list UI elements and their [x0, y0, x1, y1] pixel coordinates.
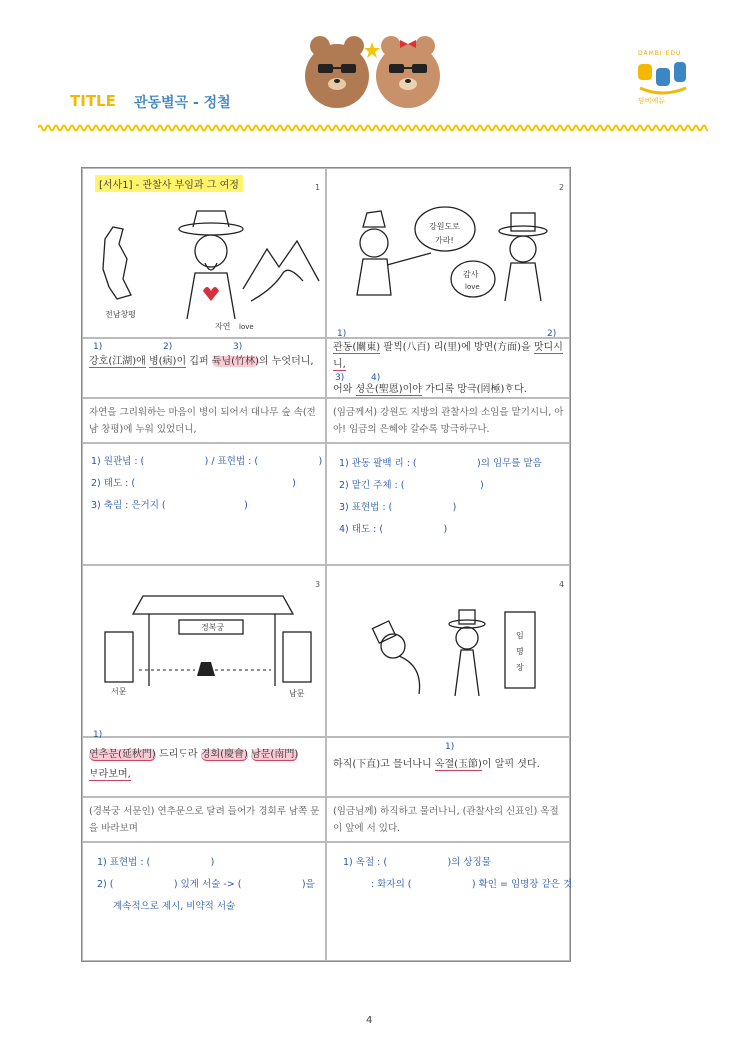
text-segment: 경회(慶會)	[200, 749, 248, 760]
text-segment: 셩은(聖恩)이야	[355, 384, 422, 395]
panel3-image-cell	[82, 565, 326, 737]
title-label: TITLE	[70, 92, 116, 110]
panel4-answer-cell	[326, 842, 573, 961]
dambi-edu-logo: DAMBI EDU 담비에듀	[632, 48, 690, 110]
bubble-text-1: 강원도로	[429, 222, 460, 231]
text-segment: 깁퍼	[186, 356, 212, 367]
panel1-translation: 자연을 그리워하는 마음이 병이 되어서 대나무 숲 속(전남 창평)에 누워 있었더니,	[89, 407, 316, 435]
panel4-answer-1[interactable]: 1) 옥절 : ( )의 상징물	[343, 857, 491, 868]
panel2-answer-2[interactable]: 2) 맡긴 주체 : ( )	[339, 480, 484, 491]
panel2-answer-1[interactable]: 1) 관동 팔백 리 : ( )의 임무를 맡음	[339, 458, 542, 469]
label-west-gate: 서문	[111, 687, 127, 696]
text-segment: 맛디시니,	[333, 342, 563, 370]
panel3-translation: (경복궁 서문인) 연추문으로 달려 들어가 경회루 남쪽 문을 바라보며	[89, 806, 320, 834]
text-segment: 옥졀(玉節)	[434, 759, 482, 770]
panel2-answer-cell	[326, 443, 570, 565]
logo-mark-icon	[634, 58, 692, 98]
panel2-answer-4[interactable]: 4) 태도 : ( )	[339, 524, 448, 535]
panel2-translation-cell	[326, 398, 570, 443]
text-segment: 가디록 망극(罔極)ᄒᆞ다.	[421, 384, 527, 395]
panel2-original-line1	[333, 339, 569, 373]
panel3-answer-2[interactable]: 2) ( ) 있게 서술 -> ( )을	[97, 879, 315, 890]
panel3-translation-cell	[82, 797, 326, 842]
panel1-original-text	[89, 353, 321, 370]
panel1-answer-cell	[82, 443, 326, 565]
text-segment: 팔ᄇᆡᆨ(八百) 리(里)에 방면(方面)을	[380, 342, 534, 353]
text-segment: 연추문(延秋門)	[89, 749, 156, 760]
wavy-divider	[38, 122, 708, 134]
text-segment: 드리ᄃᆞ라	[155, 749, 201, 760]
gyeongbokgung-gate-drawing	[83, 566, 327, 738]
bubble-text-3: 감사	[463, 270, 479, 279]
panel4-original-line1	[333, 756, 569, 773]
text-segment: 하직(下直)고 믈너나니	[333, 759, 435, 770]
panel1-answer-3[interactable]: 3) 축림 : 은거지 ( )	[91, 500, 248, 511]
text-segment: ᄇᆞ라보며,	[89, 769, 131, 780]
panel3-original-line2	[89, 766, 325, 783]
page-title: 관동별곡 - 정철	[134, 95, 231, 111]
bubble-text-4: love	[465, 283, 480, 291]
panel4-number: 4	[559, 580, 565, 589]
panel3-text-cell: 1) 연추문(延秋門) 드리ᄃᆞ라 경회(慶會) 남문(南門) ᄇᆞ라보며,	[82, 737, 326, 797]
page-header	[0, 0, 743, 140]
panel1-caption: [서사1] - 관찰사 부임과 그 여정	[95, 175, 243, 192]
panel2-image-cell	[326, 168, 570, 338]
label-nature: 자연	[215, 322, 231, 331]
panel1-text-cell: 1) 2) 3) 강호(江湖)애 병(病)이 깁퍼 듁님(竹林)의 누엇더니,	[82, 338, 326, 398]
panel4-image-cell	[326, 565, 570, 737]
scroll-char-1: 임	[516, 631, 524, 640]
panel2-original-line2	[333, 381, 569, 398]
panel3-answer-cell	[82, 842, 326, 961]
panel4-translation-cell	[326, 797, 570, 842]
text-segment: 관동(關東)	[333, 342, 381, 353]
king-and-official-drawing	[327, 169, 571, 339]
text-segment: 어와	[333, 384, 356, 395]
panel2-translation: (임금께서) 강원도 지방의 관찰사의 소임을 맡기시니, 아아! 임금의 은혜야 갈수록 망극하구나.	[333, 407, 564, 435]
panel3-answer-3[interactable]: 계속적으로 제시, 비약적 서술	[113, 901, 236, 912]
sign-gyeongbokgung: 경복궁	[201, 623, 225, 632]
text-segment: 병(病)이	[148, 356, 187, 367]
panel2-number: 2	[559, 183, 565, 192]
panel3-answer-1[interactable]: 1) 표현법 : ( )	[97, 857, 215, 868]
panel1-number: 1	[315, 183, 321, 192]
panel1-answer-1[interactable]: 1) 원관념 : ( ) / 표현법 : ( )	[91, 456, 323, 467]
text-segment: 의 누엇더니,	[258, 356, 314, 367]
panel3-number: 3	[315, 580, 321, 589]
panel4-answer-2[interactable]: : 화자의 ( ) 확인 = 임명장 같은 것	[371, 879, 573, 890]
text-segment: 이 알ᄑᆡ 셧다.	[481, 759, 540, 770]
label-jeonnam: 전남창평	[105, 310, 136, 319]
scroll-char-3: 장	[516, 663, 524, 672]
panel1-translation-cell	[82, 398, 326, 443]
bubble-text-2: 가라!	[435, 236, 454, 245]
text-segment: 남문(南門)	[251, 749, 299, 760]
bear-mascots-icon	[300, 32, 445, 112]
label-south-gate: 남문	[289, 689, 305, 698]
scroll-char-2: 명	[516, 647, 524, 656]
panel2-answer-3[interactable]: 3) 표현법 : ( )	[339, 502, 457, 513]
panel1-image-cell	[82, 168, 326, 338]
bowing-official-drawing	[327, 566, 571, 738]
text-segment: 듁님(竹林)	[211, 356, 259, 367]
panel2-text-cell: 1) 2) 관동(關東) 팔ᄇᆡᆨ(八百) 리(里)에 방면(方面)을 맛디시니, 3) 4) 어와 셩은(聖恩)이야 가디록 망극(罔極)ᄒᆞ다.	[326, 338, 570, 398]
panel3-original-line1	[89, 746, 325, 763]
page-number: 4	[366, 1015, 373, 1026]
panel4-translation: (임금님께) 하직하고 물러나니, (관찰사의 신표인) 옥절이 앞에 서 있다.	[333, 806, 559, 834]
panel1-answer-2[interactable]: 2) 태도 : ( )	[91, 478, 296, 489]
panel4-text-cell: 1) 하직(下直)고 믈너나니 옥졀(玉節)이 알ᄑᆡ 셧다.	[326, 737, 570, 797]
text-segment: 강호(江湖)애	[89, 356, 146, 367]
worksheet-grid	[81, 167, 571, 962]
label-love: love	[239, 323, 254, 331]
